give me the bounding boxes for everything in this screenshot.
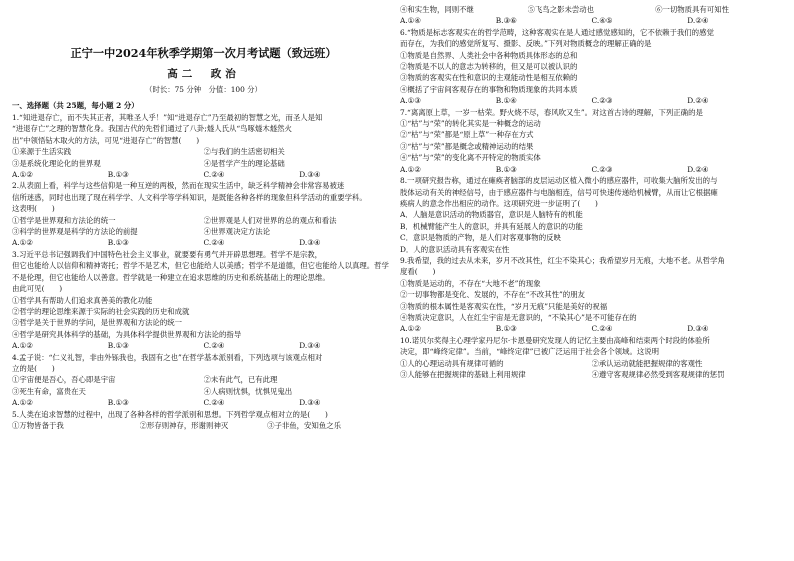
question-line: 7.“离离原上草，一岁一枯荣。野火烧不尽，春风吹又生”。对这首古诗的理解，下列正确的是 [400, 107, 703, 117]
option-row [12, 397, 395, 408]
option-item: B.①③ [107, 238, 129, 248]
option-item: B.①③ [107, 398, 129, 408]
option-item: D.②④ [687, 16, 709, 26]
option-item: ⑤飞鸟之影未尝动也 [527, 5, 595, 14]
option-item: ④人病则忧惧，忧惧见鬼出 [203, 386, 293, 396]
question-line: ②物质是不以人的意志为转移的，但又是可以被认识的 [400, 62, 578, 72]
option-item: C.②④ [591, 324, 613, 334]
exam-meta: （时长：75 分钟 分值：100 分） [145, 85, 262, 94]
option-row [400, 4, 783, 15]
option-row [400, 369, 783, 380]
question-line: 1.“知进退存亡，而不失其正者，其唯圣人乎！”知“进退存亡”乃至最初的智慧之光，而圣人是知 [12, 113, 323, 122]
question-line: ③哲学是关于世界的学问，是世界观和方法论的统一 [12, 318, 182, 328]
option-item: A.①② [400, 164, 421, 174]
question-line: ②哲学的理论思维来源于实际的社会实践的历史和成就 [12, 306, 190, 316]
option-row [400, 358, 783, 369]
option-item: ③科学的世界观是科学的方法论的前提 [12, 227, 138, 237]
question-line: 度看( ) [400, 267, 436, 277]
question-line: 10.诺贝尔奖得主心理学家丹尼尔·卡恩曼研究发现人的记忆主要由高峰和结束两个时段的体验所 [400, 335, 710, 345]
option-item: C.②④ [203, 341, 225, 351]
section-heading: 一、选择题（共 25题，每小题 2 分） [12, 101, 139, 110]
option-item: ⑥一切物质具有可知性 [655, 5, 729, 14]
option-row [400, 164, 783, 175]
question-line: C．意识是物质的产物，是人们对客观事物的反映 [400, 233, 561, 243]
question-line: “进退存亡”之理的智慧化身。我国古代的先哲们通过了八卦;燧人氏从“鸟啄燧木燧然火 [12, 124, 292, 134]
option-item: C.②③ [591, 96, 613, 106]
question-line: 9.我希望，我的过去从未来，岁月不改其性，红尘不染其心；我希望岁月无痕，大地不老。从哲学角 [400, 255, 725, 265]
question-line: D．人的意识活动具有客观实在性 [400, 244, 510, 254]
option-item: ②形存则神存，形谢则神灭 [139, 420, 229, 430]
option-item: ①万物皆备于我 [12, 420, 64, 430]
option-row [12, 340, 395, 351]
option-item: D.③④ [299, 238, 321, 248]
question-line: 3.习近平总书记强调我们中国特色社会主义事业，就要要有勇气并开辟思想理。哲学不是宗教， [12, 249, 323, 259]
question-line: 5.人类在追求智慧的过程中，出现了各种各样的哲学派别和思想。下列哲学观点相对立的是( ) [12, 409, 328, 419]
question-line: ④物质决定意识，人在红尘宇宙是无意识的，“不染其心”是不可能存在的 [400, 312, 637, 322]
option-item: ③是系统化理论化的世界观 [12, 158, 101, 168]
question-line: 肢体运动有关的神经信号，由于感应器件与电脑相连，信号可快速传递给机械臂，从而让它根据瘫 [400, 187, 718, 197]
option-item: ③死生有命，富贵在天 [12, 386, 86, 396]
option-item: B.①③ [495, 164, 517, 174]
option-item: C.④⑤ [591, 16, 613, 26]
question-line: 6.“物质是标志客观实在的哲学范畴，这种客观实在是人通过感觉感知的，它不依赖于我们的感觉 [400, 27, 714, 37]
left-column [12, 0, 395, 561]
question-line: ③物质的客观实在性和意识的主观能动性是相互依赖的 [400, 73, 578, 83]
right-question-list [400, 4, 783, 380]
question-line: ②“枯”与“荣”都是“原上草”一种存在方式 [400, 130, 534, 140]
option-item: A.①③ [400, 96, 421, 106]
option-item: ④是哲学产生的理论基础 [203, 158, 285, 168]
option-item: ②世界观是人们对世界的总的观点和看法 [203, 215, 337, 225]
question-line: 决定，即“峰终定律”。当前，“峰终定律”已被广泛运用于社会各个领域。这说明 [400, 347, 660, 357]
option-item: ①人的心理运动具有规律可循的 [400, 358, 504, 368]
question-line: ①物质是自然界、人类社会中各种物质具体形态的总和 [400, 50, 578, 60]
option-item: C.②④ [203, 170, 225, 180]
question-line: 痪病人的意念作出相应的动作。这项研究进一步证明了( ) [400, 198, 598, 208]
question-line: 但它也能给人以信仰和精神寄托；哲学不是艺术，但它也能给人以美感；哲学不是道德，但它也能给人以真理。哲学 [12, 261, 389, 271]
option-item: B.①④ [495, 96, 517, 106]
option-row [12, 420, 395, 431]
question-line: B．机械臂能产生人的意识，并具有延展人的意识的功能 [400, 221, 583, 231]
option-row [12, 386, 395, 397]
option-item: C.②④ [203, 238, 225, 248]
question-line: ③物质的根本属性是客观实在性，“岁月无痕”只能是美好的祝福 [400, 301, 608, 311]
option-row [12, 169, 395, 180]
question-line: ②一切事物都是变化、发展的，不存在“不改其性”的朋友 [400, 290, 585, 300]
option-item: D.③④ [687, 324, 709, 334]
option-item: ②与我们的生活密切相关 [203, 147, 285, 157]
option-row [12, 237, 395, 248]
question-line: ④哲学是研究具体科学的基础，为具体科学提供世界观和方法论的指导 [12, 329, 242, 339]
option-item: B.①③ [107, 170, 129, 180]
right-column [400, 0, 783, 561]
question-line: 由此可见( ) [12, 284, 63, 294]
question-line: 而存在，为我们的感觉所复写、摄影、反映。”下列对物质概念的理解正确的是 [400, 39, 652, 49]
option-item: C.②④ [203, 398, 225, 408]
exam-title: 正宁一中2024年秋季学期第一次月考试题（致远班） [70, 46, 337, 60]
option-row [400, 323, 783, 334]
option-row [400, 95, 783, 106]
option-item: D.②④ [687, 164, 709, 174]
question-line: 4.孟子说：“仁义礼智，非由外铄我也，我固有之也”在哲学基本派别看，下列选项与该观点相对 [12, 352, 323, 362]
option-item: D.③④ [299, 170, 321, 180]
question-line: 8.一项研究报告称，通过在瘫痪者脑部的皮层运动区植入微小的感应器件，可收集大脑所发出的与 [400, 176, 718, 186]
option-item: B.①③ [495, 324, 517, 334]
option-item: ②未有此气，已有此理 [203, 375, 278, 385]
question-line: 出”中领悟钻木取火的方法，可见“进退存亡”的智慧( ) [12, 135, 200, 145]
exam-subtitle: 高二 政治 [167, 68, 240, 80]
option-item: ③人能够在把握规律的基础上利用规律 [400, 370, 526, 379]
option-item: ①哲学是世界观和方法论的统一 [12, 215, 116, 225]
option-item: A.①④ [400, 16, 421, 26]
question-line: ④“枯”与“荣”的变化离不开特定的物质实体 [400, 153, 541, 163]
option-row [12, 146, 395, 157]
option-item: B.①③ [107, 341, 129, 351]
option-item: ①宇宙便是吾心，吾心即是宇宙 [12, 375, 116, 385]
option-item: ①来源于生活实践 [12, 147, 72, 157]
option-item: A.①② [400, 324, 421, 334]
question-line: A．人脑是意识活动的物质器官，意识是人脑特有的机能 [400, 210, 583, 220]
option-item: A.①② [12, 341, 33, 351]
option-item: D.③④ [299, 398, 321, 408]
option-item: C.②③ [591, 164, 613, 174]
option-item: ④世界观决定方法论 [203, 227, 271, 237]
option-item: D.③④ [299, 341, 321, 351]
option-row [12, 226, 395, 237]
option-item: B.③⑥ [495, 16, 517, 26]
question-line: ①哲学具有帮助人们追求真善美的教化功能 [12, 295, 153, 305]
option-item: ②承认运动就能把握规律的客观性 [591, 358, 703, 368]
question-line: 这表明( ) [12, 204, 55, 214]
left-question-list [12, 112, 395, 431]
option-item: ④遵守客观规律必然受到客观规律的惩罚 [591, 370, 725, 379]
question-line: 立的是( ) [12, 363, 55, 373]
option-item: A.①② [12, 238, 33, 248]
question-line: 不是伦理，但它也能给人以善意。哲学就是一种建立在追求思维的历史和系统基础上的理论思维。 [12, 272, 330, 282]
question-line: 2.从表面上看，科学与这些信仰是一种互逆的两极，然而在现实生活中，缺乏科学精神会非常容易被迷 [12, 181, 345, 191]
option-item: ③子非鱼，安知鱼之乐 [267, 420, 341, 430]
option-row [12, 215, 395, 226]
option-item: D.②④ [687, 96, 709, 106]
question-line: ①“枯”与“荣”的转化其实是一种概念的运动 [400, 119, 541, 129]
option-row [12, 374, 395, 385]
question-line: ③“枯”与“荣”都是概念或精神运动的结果 [400, 141, 534, 151]
question-line: ①物质是运动的，不存在“大地不老”的现象 [400, 278, 541, 288]
option-item: ④和实生物，同则不继 [400, 5, 474, 14]
option-item: A.①② [12, 398, 33, 408]
option-row [12, 158, 395, 169]
question-line: ④概括了宇宙间客观存在的事物和物质现象的共同本质 [400, 84, 578, 94]
option-item: A.①② [12, 170, 33, 180]
option-row [400, 15, 783, 26]
question-line: 信所迷惑，同时也出现了现在科学学、人文科学等学科知识，是既能各种各样的现象但科学活动的重要学科。 [12, 192, 367, 202]
